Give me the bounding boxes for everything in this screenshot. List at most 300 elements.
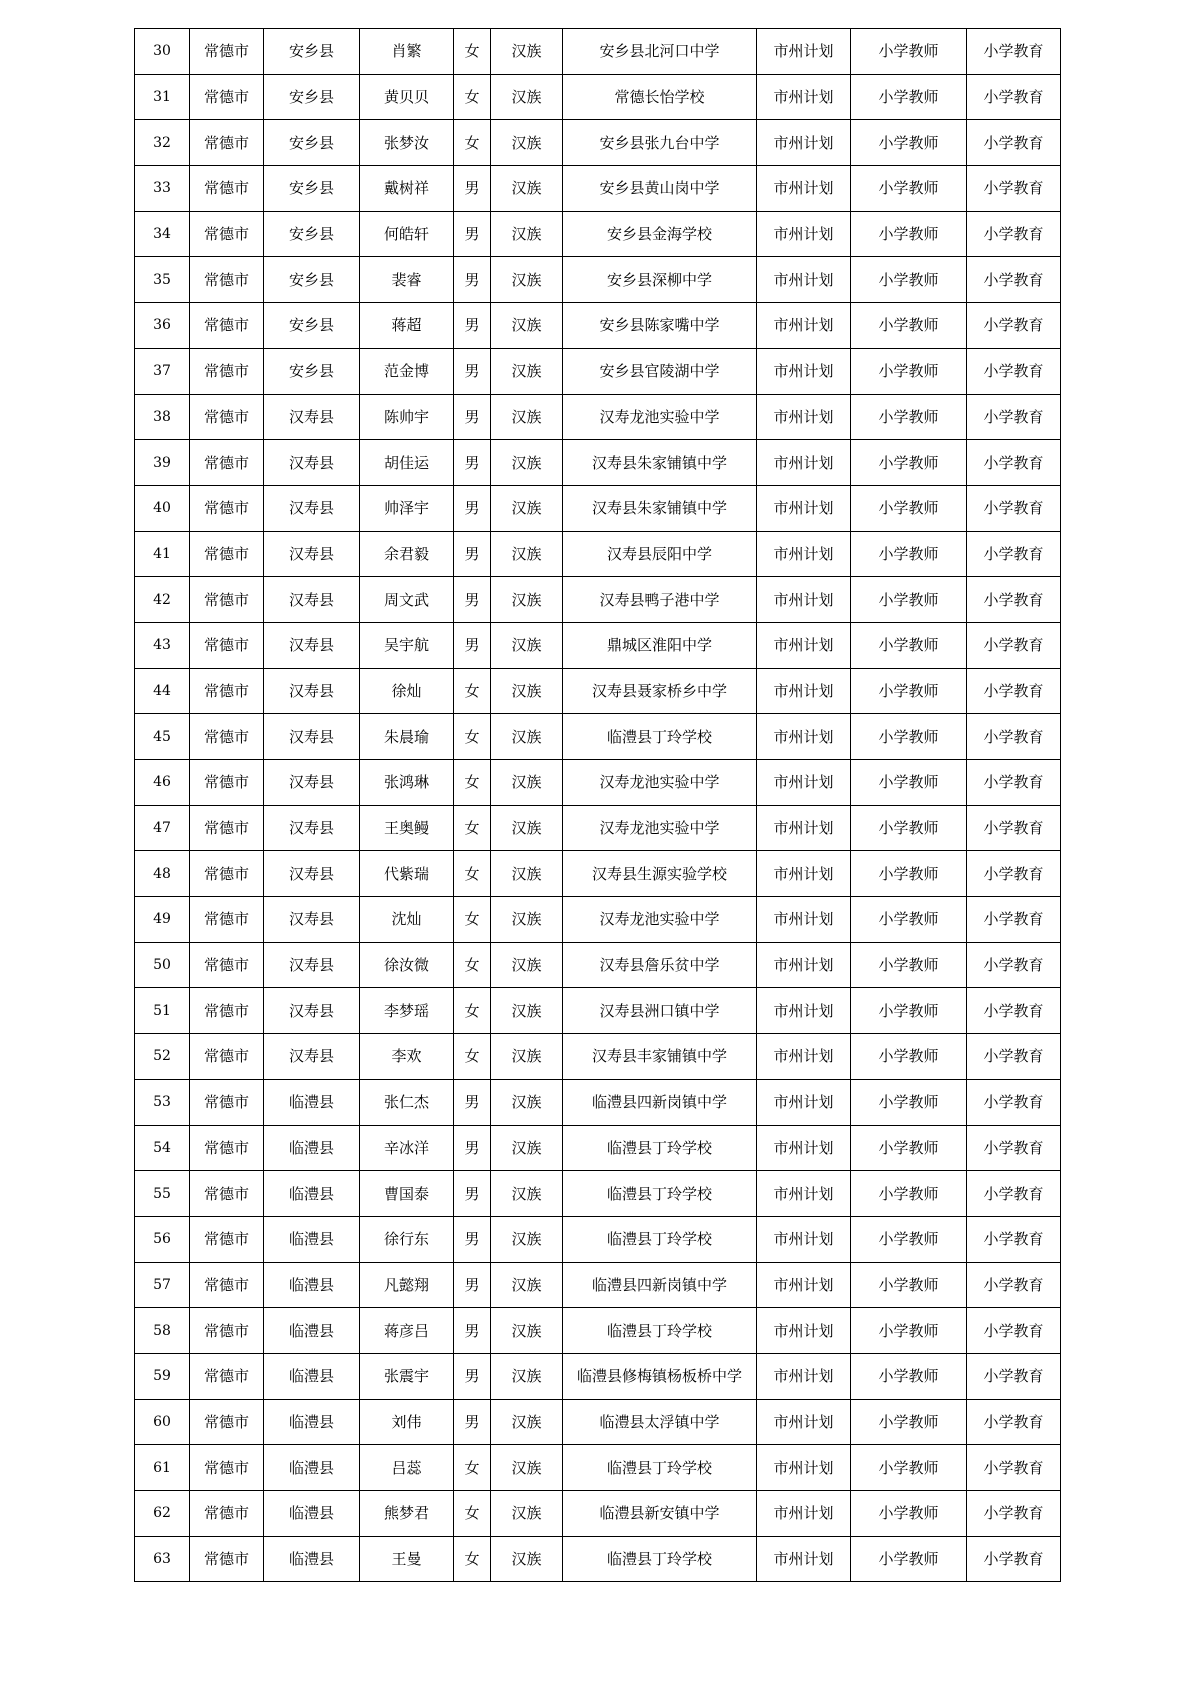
school-cell: 安乡县陈家嘴中学 xyxy=(563,303,757,349)
gender-cell: 男 xyxy=(454,166,491,212)
table-row xyxy=(135,348,1061,394)
plan-cell: 市州计划 xyxy=(757,74,851,120)
major-cell: 小学教育 xyxy=(967,440,1061,486)
ethnicity-cell: 汉族 xyxy=(491,988,563,1034)
table-row xyxy=(135,714,1061,760)
school-cell: 汉寿龙池实验中学 xyxy=(563,897,757,943)
position-cell: 小学教师 xyxy=(851,622,967,668)
ethnicity-cell: 汉族 xyxy=(491,29,563,75)
city-cell: 常德市 xyxy=(190,897,264,943)
plan-cell: 市州计划 xyxy=(757,120,851,166)
no-cell: 49 xyxy=(135,897,190,943)
county-cell: 汉寿县 xyxy=(264,440,360,486)
plan-cell: 市州计划 xyxy=(757,1308,851,1354)
gender-cell: 女 xyxy=(454,1536,491,1582)
city-cell: 常德市 xyxy=(190,485,264,531)
no-cell: 40 xyxy=(135,485,190,531)
major-cell: 小学教育 xyxy=(967,577,1061,623)
gender-cell: 女 xyxy=(454,805,491,851)
position-cell: 小学教师 xyxy=(851,1491,967,1537)
school-cell: 汉寿龙池实验中学 xyxy=(563,394,757,440)
county-cell: 汉寿县 xyxy=(264,622,360,668)
county-cell: 安乡县 xyxy=(264,211,360,257)
county-cell: 汉寿县 xyxy=(264,897,360,943)
major-cell: 小学教育 xyxy=(967,1491,1061,1537)
city-cell: 常德市 xyxy=(190,760,264,806)
school-cell: 汉寿县朱家铺镇中学 xyxy=(563,485,757,531)
no-cell: 53 xyxy=(135,1079,190,1125)
name-cell: 吕蕊 xyxy=(360,1445,454,1491)
no-cell: 42 xyxy=(135,577,190,623)
plan-cell: 市州计划 xyxy=(757,1216,851,1262)
school-cell: 汉寿县朱家铺镇中学 xyxy=(563,440,757,486)
school-cell: 安乡县黄山岗中学 xyxy=(563,166,757,212)
gender-cell: 女 xyxy=(454,714,491,760)
gender-cell: 男 xyxy=(454,1308,491,1354)
school-cell: 安乡县金海学校 xyxy=(563,211,757,257)
no-cell: 35 xyxy=(135,257,190,303)
no-cell: 58 xyxy=(135,1308,190,1354)
major-cell: 小学教育 xyxy=(967,897,1061,943)
ethnicity-cell: 汉族 xyxy=(491,303,563,349)
major-cell: 小学教育 xyxy=(967,348,1061,394)
table-row xyxy=(135,440,1061,486)
school-cell: 安乡县官陵湖中学 xyxy=(563,348,757,394)
county-cell: 临澧县 xyxy=(264,1125,360,1171)
table-row xyxy=(135,668,1061,714)
name-cell: 陈帅宇 xyxy=(360,394,454,440)
city-cell: 常德市 xyxy=(190,1308,264,1354)
city-cell: 常德市 xyxy=(190,303,264,349)
name-cell: 胡佳运 xyxy=(360,440,454,486)
table-row xyxy=(135,485,1061,531)
county-cell: 汉寿县 xyxy=(264,668,360,714)
table-row xyxy=(135,1034,1061,1080)
name-cell: 朱晨瑜 xyxy=(360,714,454,760)
ethnicity-cell: 汉族 xyxy=(491,577,563,623)
name-cell: 张震宇 xyxy=(360,1353,454,1399)
gender-cell: 男 xyxy=(454,1216,491,1262)
no-cell: 50 xyxy=(135,942,190,988)
ethnicity-cell: 汉族 xyxy=(491,485,563,531)
gender-cell: 女 xyxy=(454,120,491,166)
city-cell: 常德市 xyxy=(190,851,264,897)
gender-cell: 男 xyxy=(454,1353,491,1399)
no-cell: 45 xyxy=(135,714,190,760)
county-cell: 安乡县 xyxy=(264,303,360,349)
city-cell: 常德市 xyxy=(190,1079,264,1125)
table-row xyxy=(135,1125,1061,1171)
ethnicity-cell: 汉族 xyxy=(491,1125,563,1171)
county-cell: 汉寿县 xyxy=(264,531,360,577)
school-cell: 临澧县丁玲学校 xyxy=(563,1445,757,1491)
plan-cell: 市州计划 xyxy=(757,1353,851,1399)
school-cell: 临澧县新安镇中学 xyxy=(563,1491,757,1537)
plan-cell: 市州计划 xyxy=(757,440,851,486)
county-cell: 汉寿县 xyxy=(264,988,360,1034)
position-cell: 小学教师 xyxy=(851,74,967,120)
name-cell: 黄贝贝 xyxy=(360,74,454,120)
no-cell: 61 xyxy=(135,1445,190,1491)
gender-cell: 女 xyxy=(454,668,491,714)
table-row xyxy=(135,166,1061,212)
county-cell: 汉寿县 xyxy=(264,577,360,623)
ethnicity-cell: 汉族 xyxy=(491,805,563,851)
no-cell: 59 xyxy=(135,1353,190,1399)
major-cell: 小学教育 xyxy=(967,394,1061,440)
no-cell: 36 xyxy=(135,303,190,349)
city-cell: 常德市 xyxy=(190,1445,264,1491)
major-cell: 小学教育 xyxy=(967,1079,1061,1125)
plan-cell: 市州计划 xyxy=(757,851,851,897)
city-cell: 常德市 xyxy=(190,942,264,988)
name-cell: 李欢 xyxy=(360,1034,454,1080)
table-row xyxy=(135,303,1061,349)
plan-cell: 市州计划 xyxy=(757,303,851,349)
ethnicity-cell: 汉族 xyxy=(491,120,563,166)
table-row xyxy=(135,805,1061,851)
county-cell: 临澧县 xyxy=(264,1308,360,1354)
school-cell: 临澧县丁玲学校 xyxy=(563,1536,757,1582)
table-row xyxy=(135,1491,1061,1537)
table-row xyxy=(135,120,1061,166)
major-cell: 小学教育 xyxy=(967,1399,1061,1445)
major-cell: 小学教育 xyxy=(967,942,1061,988)
major-cell: 小学教育 xyxy=(967,668,1061,714)
county-cell: 临澧县 xyxy=(264,1353,360,1399)
no-cell: 46 xyxy=(135,760,190,806)
ethnicity-cell: 汉族 xyxy=(491,1262,563,1308)
school-cell: 临澧县四新岗镇中学 xyxy=(563,1262,757,1308)
name-cell: 徐灿 xyxy=(360,668,454,714)
major-cell: 小学教育 xyxy=(967,120,1061,166)
school-cell: 汉寿县詹乐贫中学 xyxy=(563,942,757,988)
county-cell: 临澧县 xyxy=(264,1445,360,1491)
plan-cell: 市州计划 xyxy=(757,1445,851,1491)
city-cell: 常德市 xyxy=(190,257,264,303)
name-cell: 张鸿琳 xyxy=(360,760,454,806)
major-cell: 小学教育 xyxy=(967,211,1061,257)
no-cell: 37 xyxy=(135,348,190,394)
plan-cell: 市州计划 xyxy=(757,1125,851,1171)
table-row xyxy=(135,1171,1061,1217)
table-row xyxy=(135,1445,1061,1491)
gender-cell: 男 xyxy=(454,394,491,440)
position-cell: 小学教师 xyxy=(851,257,967,303)
name-cell: 范金博 xyxy=(360,348,454,394)
no-cell: 63 xyxy=(135,1536,190,1582)
ethnicity-cell: 汉族 xyxy=(491,1079,563,1125)
plan-cell: 市州计划 xyxy=(757,166,851,212)
ethnicity-cell: 汉族 xyxy=(491,1536,563,1582)
no-cell: 55 xyxy=(135,1171,190,1217)
table-row xyxy=(135,1399,1061,1445)
position-cell: 小学教师 xyxy=(851,440,967,486)
county-cell: 安乡县 xyxy=(264,74,360,120)
school-cell: 临澧县修梅镇杨板桥中学 xyxy=(563,1353,757,1399)
county-cell: 汉寿县 xyxy=(264,485,360,531)
name-cell: 凡懿翔 xyxy=(360,1262,454,1308)
position-cell: 小学教师 xyxy=(851,29,967,75)
school-cell: 临澧县丁玲学校 xyxy=(563,1216,757,1262)
gender-cell: 男 xyxy=(454,1171,491,1217)
city-cell: 常德市 xyxy=(190,668,264,714)
plan-cell: 市州计划 xyxy=(757,257,851,303)
major-cell: 小学教育 xyxy=(967,851,1061,897)
name-cell: 张仁杰 xyxy=(360,1079,454,1125)
ethnicity-cell: 汉族 xyxy=(491,531,563,577)
county-cell: 临澧县 xyxy=(264,1171,360,1217)
table-row xyxy=(135,1308,1061,1354)
no-cell: 62 xyxy=(135,1491,190,1537)
county-cell: 临澧县 xyxy=(264,1216,360,1262)
ethnicity-cell: 汉族 xyxy=(491,622,563,668)
plan-cell: 市州计划 xyxy=(757,348,851,394)
ethnicity-cell: 汉族 xyxy=(491,394,563,440)
school-cell: 临澧县丁玲学校 xyxy=(563,1308,757,1354)
position-cell: 小学教师 xyxy=(851,714,967,760)
table-row xyxy=(135,29,1061,75)
gender-cell: 男 xyxy=(454,622,491,668)
county-cell: 汉寿县 xyxy=(264,1034,360,1080)
ethnicity-cell: 汉族 xyxy=(491,1399,563,1445)
position-cell: 小学教师 xyxy=(851,897,967,943)
no-cell: 47 xyxy=(135,805,190,851)
table-row xyxy=(135,1262,1061,1308)
school-cell: 汉寿县鸭子港中学 xyxy=(563,577,757,623)
plan-cell: 市州计划 xyxy=(757,1079,851,1125)
gender-cell: 男 xyxy=(454,348,491,394)
major-cell: 小学教育 xyxy=(967,988,1061,1034)
gender-cell: 男 xyxy=(454,485,491,531)
city-cell: 常德市 xyxy=(190,531,264,577)
name-cell: 徐汝微 xyxy=(360,942,454,988)
position-cell: 小学教师 xyxy=(851,988,967,1034)
no-cell: 54 xyxy=(135,1125,190,1171)
name-cell: 戴树祥 xyxy=(360,166,454,212)
no-cell: 57 xyxy=(135,1262,190,1308)
table-row xyxy=(135,897,1061,943)
gender-cell: 女 xyxy=(454,897,491,943)
ethnicity-cell: 汉族 xyxy=(491,348,563,394)
school-cell: 鼎城区淮阳中学 xyxy=(563,622,757,668)
major-cell: 小学教育 xyxy=(967,622,1061,668)
ethnicity-cell: 汉族 xyxy=(491,74,563,120)
city-cell: 常德市 xyxy=(190,1353,264,1399)
gender-cell: 女 xyxy=(454,1491,491,1537)
school-cell: 临澧县四新岗镇中学 xyxy=(563,1079,757,1125)
roster-table-body xyxy=(135,29,1061,1582)
major-cell: 小学教育 xyxy=(967,1308,1061,1354)
position-cell: 小学教师 xyxy=(851,577,967,623)
county-cell: 安乡县 xyxy=(264,166,360,212)
name-cell: 代紫瑞 xyxy=(360,851,454,897)
plan-cell: 市州计划 xyxy=(757,1171,851,1217)
major-cell: 小学教育 xyxy=(967,1034,1061,1080)
plan-cell: 市州计划 xyxy=(757,531,851,577)
school-cell: 汉寿龙池实验中学 xyxy=(563,805,757,851)
position-cell: 小学教师 xyxy=(851,348,967,394)
table-row xyxy=(135,577,1061,623)
county-cell: 临澧县 xyxy=(264,1079,360,1125)
name-cell: 沈灿 xyxy=(360,897,454,943)
plan-cell: 市州计划 xyxy=(757,988,851,1034)
school-cell: 汉寿县洲口镇中学 xyxy=(563,988,757,1034)
position-cell: 小学教师 xyxy=(851,805,967,851)
table-row xyxy=(135,1079,1061,1125)
ethnicity-cell: 汉族 xyxy=(491,1216,563,1262)
city-cell: 常德市 xyxy=(190,1171,264,1217)
plan-cell: 市州计划 xyxy=(757,394,851,440)
county-cell: 安乡县 xyxy=(264,29,360,75)
no-cell: 41 xyxy=(135,531,190,577)
position-cell: 小学教师 xyxy=(851,1216,967,1262)
plan-cell: 市州计划 xyxy=(757,622,851,668)
major-cell: 小学教育 xyxy=(967,1125,1061,1171)
gender-cell: 男 xyxy=(454,1079,491,1125)
city-cell: 常德市 xyxy=(190,577,264,623)
name-cell: 帅泽宇 xyxy=(360,485,454,531)
county-cell: 汉寿县 xyxy=(264,714,360,760)
name-cell: 余君毅 xyxy=(360,531,454,577)
table-row xyxy=(135,622,1061,668)
county-cell: 汉寿县 xyxy=(264,394,360,440)
position-cell: 小学教师 xyxy=(851,211,967,257)
plan-cell: 市州计划 xyxy=(757,805,851,851)
name-cell: 曹国泰 xyxy=(360,1171,454,1217)
major-cell: 小学教育 xyxy=(967,1536,1061,1582)
gender-cell: 女 xyxy=(454,851,491,897)
county-cell: 安乡县 xyxy=(264,348,360,394)
city-cell: 常德市 xyxy=(190,1262,264,1308)
major-cell: 小学教育 xyxy=(967,1445,1061,1491)
ethnicity-cell: 汉族 xyxy=(491,1171,563,1217)
school-cell: 汉寿龙池实验中学 xyxy=(563,760,757,806)
county-cell: 安乡县 xyxy=(264,257,360,303)
name-cell: 刘伟 xyxy=(360,1399,454,1445)
plan-cell: 市州计划 xyxy=(757,897,851,943)
plan-cell: 市州计划 xyxy=(757,485,851,531)
major-cell: 小学教育 xyxy=(967,303,1061,349)
city-cell: 常德市 xyxy=(190,29,264,75)
no-cell: 31 xyxy=(135,74,190,120)
position-cell: 小学教师 xyxy=(851,1171,967,1217)
name-cell: 蒋彦吕 xyxy=(360,1308,454,1354)
school-cell: 安乡县北河口中学 xyxy=(563,29,757,75)
name-cell: 周文武 xyxy=(360,577,454,623)
position-cell: 小学教师 xyxy=(851,1262,967,1308)
no-cell: 60 xyxy=(135,1399,190,1445)
county-cell: 临澧县 xyxy=(264,1399,360,1445)
major-cell: 小学教育 xyxy=(967,485,1061,531)
county-cell: 临澧县 xyxy=(264,1491,360,1537)
school-cell: 临澧县丁玲学校 xyxy=(563,1171,757,1217)
name-cell: 王奥鳗 xyxy=(360,805,454,851)
no-cell: 43 xyxy=(135,622,190,668)
ethnicity-cell: 汉族 xyxy=(491,1491,563,1537)
no-cell: 51 xyxy=(135,988,190,1034)
no-cell: 34 xyxy=(135,211,190,257)
ethnicity-cell: 汉族 xyxy=(491,1445,563,1491)
ethnicity-cell: 汉族 xyxy=(491,440,563,486)
table-row xyxy=(135,988,1061,1034)
gender-cell: 男 xyxy=(454,211,491,257)
name-cell: 何皓轩 xyxy=(360,211,454,257)
ethnicity-cell: 汉族 xyxy=(491,851,563,897)
name-cell: 肖繁 xyxy=(360,29,454,75)
ethnicity-cell: 汉族 xyxy=(491,166,563,212)
plan-cell: 市州计划 xyxy=(757,668,851,714)
position-cell: 小学教师 xyxy=(851,760,967,806)
school-cell: 常德长怡学校 xyxy=(563,74,757,120)
table-row xyxy=(135,851,1061,897)
name-cell: 辛冰洋 xyxy=(360,1125,454,1171)
city-cell: 常德市 xyxy=(190,1536,264,1582)
major-cell: 小学教育 xyxy=(967,805,1061,851)
gender-cell: 男 xyxy=(454,1399,491,1445)
ethnicity-cell: 汉族 xyxy=(491,1308,563,1354)
table-row xyxy=(135,1216,1061,1262)
plan-cell: 市州计划 xyxy=(757,1536,851,1582)
gender-cell: 男 xyxy=(454,257,491,303)
name-cell: 徐行东 xyxy=(360,1216,454,1262)
no-cell: 32 xyxy=(135,120,190,166)
name-cell: 李梦瑶 xyxy=(360,988,454,1034)
table-row xyxy=(135,74,1061,120)
ethnicity-cell: 汉族 xyxy=(491,760,563,806)
city-cell: 常德市 xyxy=(190,714,264,760)
major-cell: 小学教育 xyxy=(967,714,1061,760)
major-cell: 小学教育 xyxy=(967,257,1061,303)
name-cell: 王曼 xyxy=(360,1536,454,1582)
city-cell: 常德市 xyxy=(190,805,264,851)
ethnicity-cell: 汉族 xyxy=(491,668,563,714)
name-cell: 张梦汝 xyxy=(360,120,454,166)
major-cell: 小学教育 xyxy=(967,166,1061,212)
gender-cell: 女 xyxy=(454,760,491,806)
plan-cell: 市州计划 xyxy=(757,1262,851,1308)
table-row xyxy=(135,1353,1061,1399)
table-row xyxy=(135,211,1061,257)
ethnicity-cell: 汉族 xyxy=(491,1034,563,1080)
plan-cell: 市州计划 xyxy=(757,211,851,257)
table-row xyxy=(135,394,1061,440)
position-cell: 小学教师 xyxy=(851,1079,967,1125)
ethnicity-cell: 汉族 xyxy=(491,211,563,257)
no-cell: 39 xyxy=(135,440,190,486)
city-cell: 常德市 xyxy=(190,348,264,394)
city-cell: 常德市 xyxy=(190,394,264,440)
plan-cell: 市州计划 xyxy=(757,577,851,623)
city-cell: 常德市 xyxy=(190,74,264,120)
ethnicity-cell: 汉族 xyxy=(491,714,563,760)
position-cell: 小学教师 xyxy=(851,1308,967,1354)
ethnicity-cell: 汉族 xyxy=(491,257,563,303)
gender-cell: 女 xyxy=(454,1445,491,1491)
gender-cell: 女 xyxy=(454,942,491,988)
roster-table xyxy=(134,28,1061,1582)
school-cell: 安乡县张九台中学 xyxy=(563,120,757,166)
major-cell: 小学教育 xyxy=(967,29,1061,75)
school-cell: 临澧县丁玲学校 xyxy=(563,714,757,760)
position-cell: 小学教师 xyxy=(851,120,967,166)
county-cell: 临澧县 xyxy=(264,1536,360,1582)
ethnicity-cell: 汉族 xyxy=(491,897,563,943)
plan-cell: 市州计划 xyxy=(757,29,851,75)
position-cell: 小学教师 xyxy=(851,1445,967,1491)
position-cell: 小学教师 xyxy=(851,531,967,577)
gender-cell: 女 xyxy=(454,988,491,1034)
